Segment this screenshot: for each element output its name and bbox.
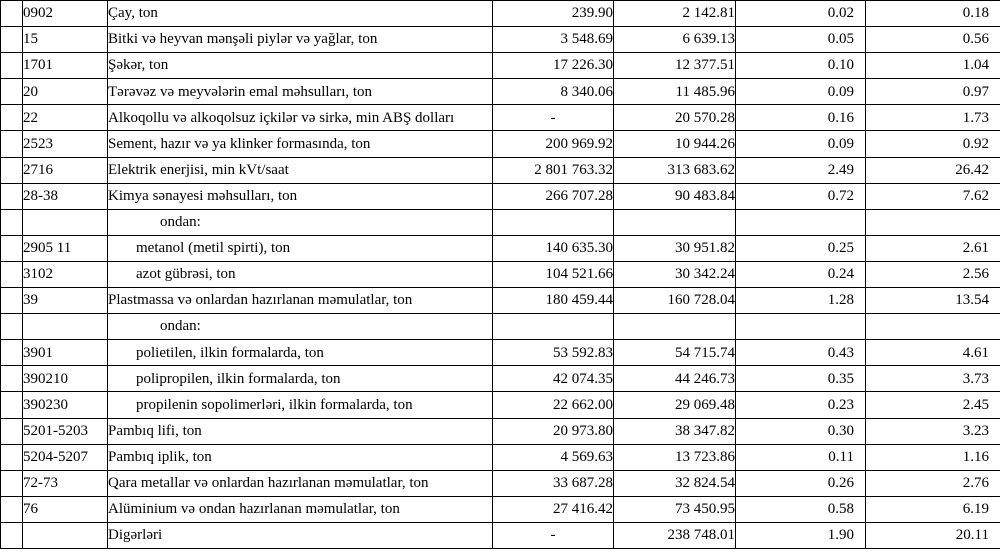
value-cell: 180 459.44 <box>493 288 614 314</box>
table-row <box>1 288 1000 314</box>
value-cell: 3.23 <box>866 418 1000 444</box>
value-cell: 0.16 <box>736 105 866 131</box>
table-row <box>1 79 1000 105</box>
value-cell: 29 069.48 <box>614 392 736 418</box>
value-cell: 26.42 <box>866 157 1000 183</box>
value-cell: 1.28 <box>736 288 866 314</box>
value-cell: 27 416.42 <box>493 496 614 522</box>
value-cell: 2 801 763.32 <box>493 157 614 183</box>
commodity-code-cell: 76 <box>23 496 108 522</box>
table-row <box>1 444 1000 470</box>
value-cell: 140 635.30 <box>493 235 614 261</box>
value-cell: 2.61 <box>866 235 1000 261</box>
commodity-code-cell: 2523 <box>23 131 108 157</box>
row-gutter-cell <box>1 470 23 496</box>
row-gutter-cell <box>1 261 23 287</box>
value-cell: 239.90 <box>493 1 614 27</box>
commodity-code-cell: 2905 11 <box>23 235 108 261</box>
value-cell: 17 226.30 <box>493 53 614 79</box>
value-cell: 0.24 <box>736 261 866 287</box>
value-cell: 0.09 <box>736 131 866 157</box>
value-cell: 0.92 <box>866 131 1000 157</box>
value-cell: 13.54 <box>866 288 1000 314</box>
commodity-code-cell: 72-73 <box>23 470 108 496</box>
row-gutter-cell <box>1 183 23 209</box>
commodity-name-cell: Bitki və heyvan mənşəli piylər və yağlar, ton <box>108 27 493 53</box>
table-row <box>1 209 1000 235</box>
value-cell: 7.62 <box>866 183 1000 209</box>
row-gutter-cell <box>1 418 23 444</box>
value-cell <box>493 314 614 340</box>
value-cell: 4.61 <box>866 340 1000 366</box>
table-row <box>1 261 1000 287</box>
commodity-code-cell: 5204-5207 <box>23 444 108 470</box>
table-row <box>1 235 1000 261</box>
commodity-code-cell: 390230 <box>23 392 108 418</box>
commodity-name-cell: Plastmassa və onlardan hazırlanan məmulatlar, ton <box>108 288 493 314</box>
commodity-name-cell: Tərəvəz və meyvələrin emal məhsulları, ton <box>108 79 493 105</box>
value-cell: 1.90 <box>736 522 866 548</box>
table-row <box>1 105 1000 131</box>
table-row <box>1 392 1000 418</box>
value-cell: 0.35 <box>736 366 866 392</box>
commodity-name-cell: polipropilen, ilkin formalarda, ton <box>108 366 493 392</box>
table-row <box>1 496 1000 522</box>
row-gutter-cell <box>1 209 23 235</box>
commodity-code-cell: 20 <box>23 79 108 105</box>
row-gutter-cell <box>1 522 23 548</box>
row-gutter-cell <box>1 131 23 157</box>
table-row <box>1 340 1000 366</box>
commodity-code-cell <box>23 522 108 548</box>
commodity-code-cell: 1701 <box>23 53 108 79</box>
commodity-code-cell: 15 <box>23 27 108 53</box>
value-cell: 54 715.74 <box>614 340 736 366</box>
commodity-code-cell: 22 <box>23 105 108 131</box>
value-cell: - <box>493 105 614 131</box>
row-gutter-cell <box>1 79 23 105</box>
value-cell: 0.18 <box>866 1 1000 27</box>
value-cell: 238 748.01 <box>614 522 736 548</box>
value-cell: 2.49 <box>736 157 866 183</box>
value-cell: 10 944.26 <box>614 131 736 157</box>
value-cell: 1.04 <box>866 53 1000 79</box>
commodity-name-cell: Şəkər, ton <box>108 53 493 79</box>
value-cell: 0.56 <box>866 27 1000 53</box>
row-gutter-cell <box>1 496 23 522</box>
row-gutter-cell <box>1 392 23 418</box>
row-gutter-cell <box>1 366 23 392</box>
value-cell: 20 570.28 <box>614 105 736 131</box>
commodity-code-cell: 3102 <box>23 261 108 287</box>
table-body <box>1 1 1000 549</box>
value-cell: 0.43 <box>736 340 866 366</box>
table-row <box>1 470 1000 496</box>
value-cell: 0.05 <box>736 27 866 53</box>
value-cell: 90 483.84 <box>614 183 736 209</box>
value-cell: 4 569.63 <box>493 444 614 470</box>
value-cell: 2 142.81 <box>614 1 736 27</box>
value-cell: 0.72 <box>736 183 866 209</box>
value-cell: 2.76 <box>866 470 1000 496</box>
value-cell <box>736 209 866 235</box>
commodity-name-cell: Çay, ton <box>108 1 493 27</box>
commodity-code-cell: 0902 <box>23 1 108 27</box>
value-cell: 0.26 <box>736 470 866 496</box>
commodity-code-cell: 3901 <box>23 340 108 366</box>
row-gutter-cell <box>1 288 23 314</box>
commodity-name-cell: azot gübrəsi, ton <box>108 261 493 287</box>
value-cell: 32 824.54 <box>614 470 736 496</box>
table-row <box>1 27 1000 53</box>
commodity-name-cell: Sement, hazır və ya klinker formasında, ton <box>108 131 493 157</box>
value-cell: 11 485.96 <box>614 79 736 105</box>
value-cell: 8 340.06 <box>493 79 614 105</box>
value-cell <box>493 209 614 235</box>
commodity-name-cell: Elektrik enerjisi, min kVt/saat <box>108 157 493 183</box>
value-cell: 2.45 <box>866 392 1000 418</box>
value-cell: 44 246.73 <box>614 366 736 392</box>
value-cell: 22 662.00 <box>493 392 614 418</box>
commodity-code-cell: 5201-5203 <box>23 418 108 444</box>
commodity-name-cell: Digərləri <box>108 522 493 548</box>
row-gutter-cell <box>1 444 23 470</box>
row-gutter-cell <box>1 105 23 131</box>
value-cell: 12 377.51 <box>614 53 736 79</box>
commodity-name-cell: Alkoqollu və alkoqolsuz içkilər və sirkə, min ABŞ dolları <box>108 105 493 131</box>
value-cell: 3.73 <box>866 366 1000 392</box>
row-gutter-cell <box>1 27 23 53</box>
row-gutter-cell <box>1 235 23 261</box>
value-cell: 313 683.62 <box>614 157 736 183</box>
value-cell <box>736 314 866 340</box>
value-cell: 0.23 <box>736 392 866 418</box>
table-row <box>1 131 1000 157</box>
commodity-code-cell: 2716 <box>23 157 108 183</box>
value-cell: 200 969.92 <box>493 131 614 157</box>
value-cell: 266 707.28 <box>493 183 614 209</box>
value-cell <box>866 314 1000 340</box>
row-gutter-cell <box>1 157 23 183</box>
commodity-name-cell: ondan: <box>108 314 493 340</box>
value-cell: 38 347.82 <box>614 418 736 444</box>
commodity-name-cell: ondan: <box>108 209 493 235</box>
commodity-code-cell <box>23 314 108 340</box>
commodity-name-cell: polietilen, ilkin formalarda, ton <box>108 340 493 366</box>
value-cell: - <box>493 522 614 548</box>
value-cell: 73 450.95 <box>614 496 736 522</box>
value-cell: 2.56 <box>866 261 1000 287</box>
value-cell: 160 728.04 <box>614 288 736 314</box>
commodity-name-cell: Alüminium və ondan hazırlanan məmulatlar, ton <box>108 496 493 522</box>
commodity-code-cell: 390210 <box>23 366 108 392</box>
value-cell <box>614 209 736 235</box>
value-cell: 6 639.13 <box>614 27 736 53</box>
row-gutter-cell <box>1 53 23 79</box>
commodity-name-cell: Pambıq lifi, ton <box>108 418 493 444</box>
value-cell: 33 687.28 <box>493 470 614 496</box>
commodity-name-cell: propilenin sopolimerləri, ilkin formalarda, ton <box>108 392 493 418</box>
value-cell: 0.10 <box>736 53 866 79</box>
value-cell <box>866 209 1000 235</box>
commodity-code-cell: 28-38 <box>23 183 108 209</box>
value-cell: 30 342.24 <box>614 261 736 287</box>
value-cell: 1.73 <box>866 105 1000 131</box>
commodity-name-cell: metanol (metil spirti), ton <box>108 235 493 261</box>
table-row <box>1 53 1000 79</box>
value-cell <box>614 314 736 340</box>
table-row <box>1 1 1000 27</box>
value-cell: 0.30 <box>736 418 866 444</box>
value-cell: 0.09 <box>736 79 866 105</box>
value-cell: 0.58 <box>736 496 866 522</box>
row-gutter-cell <box>1 340 23 366</box>
commodity-code-cell: 39 <box>23 288 108 314</box>
value-cell: 0.25 <box>736 235 866 261</box>
row-gutter-cell <box>1 1 23 27</box>
commodity-code-cell <box>23 209 108 235</box>
commodity-name-cell: Qara metallar və onlardan hazırlanan məmulatlar, ton <box>108 470 493 496</box>
value-cell: 0.97 <box>866 79 1000 105</box>
value-cell: 1.16 <box>866 444 1000 470</box>
value-cell: 42 074.35 <box>493 366 614 392</box>
value-cell: 0.11 <box>736 444 866 470</box>
value-cell: 53 592.83 <box>493 340 614 366</box>
commodity-name-cell: Pambıq iplik, ton <box>108 444 493 470</box>
value-cell: 13 723.86 <box>614 444 736 470</box>
table-row <box>1 183 1000 209</box>
value-cell: 104 521.66 <box>493 261 614 287</box>
value-cell: 6.19 <box>866 496 1000 522</box>
commodity-name-cell: Kimya sənayesi məhsulları, ton <box>108 183 493 209</box>
table-row <box>1 418 1000 444</box>
row-gutter-cell <box>1 314 23 340</box>
value-cell: 20.11 <box>866 522 1000 548</box>
value-cell: 30 951.82 <box>614 235 736 261</box>
value-cell: 3 548.69 <box>493 27 614 53</box>
table-row <box>1 157 1000 183</box>
value-cell: 20 973.80 <box>493 418 614 444</box>
value-cell: 0.02 <box>736 1 866 27</box>
table-row <box>1 314 1000 340</box>
table-row <box>1 366 1000 392</box>
table-row <box>1 522 1000 548</box>
